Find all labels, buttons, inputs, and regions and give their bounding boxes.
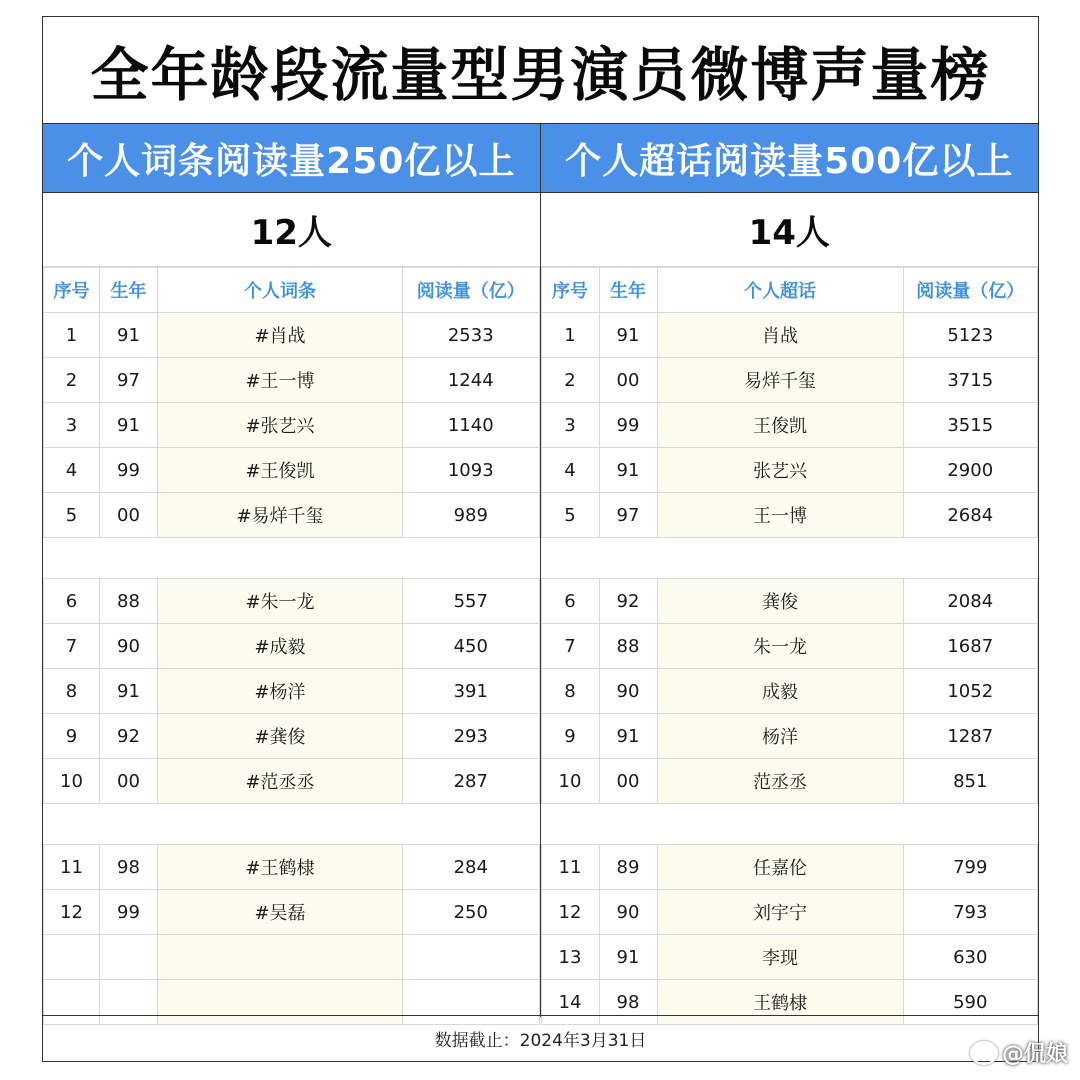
birth-year-cell: 92: [599, 579, 657, 624]
table-row: [541, 624, 1038, 669]
birth-year-cell: 89: [599, 845, 657, 890]
left-table-header: [44, 268, 540, 313]
right-table: [541, 267, 1039, 1025]
birth-year-cell: 90: [100, 624, 158, 669]
right-count: 14人: [541, 193, 1039, 267]
reads-cell: 1244: [403, 358, 540, 403]
name-cell: 成毅: [657, 669, 903, 714]
name-cell: #龚俊: [158, 714, 403, 759]
columns: [43, 123, 1038, 1017]
birth-year-cell: 99: [100, 890, 158, 935]
reads-cell: [403, 935, 540, 980]
col-header-reads: 阅读量（亿）: [903, 268, 1038, 313]
table-row: [44, 845, 540, 890]
rank-cell: 6: [541, 579, 599, 624]
right-banner: 个人超话阅读量500亿以上: [541, 123, 1039, 193]
birth-year-cell: 97: [100, 358, 158, 403]
rank-cell: 6: [44, 579, 100, 624]
table-row: [44, 579, 540, 624]
reads-cell: 989: [403, 493, 540, 538]
name-cell: 任嘉伦: [657, 845, 903, 890]
birth-year-cell: 88: [599, 624, 657, 669]
table-row: [541, 358, 1038, 403]
rank-cell: 10: [541, 759, 599, 804]
birth-year-cell: 90: [599, 669, 657, 714]
name-cell: #杨洋: [158, 669, 403, 714]
group-separator: [44, 804, 540, 845]
reads-cell: 450: [403, 624, 540, 669]
name-cell: 李现: [657, 935, 903, 980]
table-row: [44, 714, 540, 759]
rank-cell: 11: [44, 845, 100, 890]
name-cell: #王一博: [158, 358, 403, 403]
rank-cell: 7: [44, 624, 100, 669]
name-cell: #范丞丞: [158, 759, 403, 804]
reads-cell: 793: [903, 890, 1038, 935]
rank-cell: 10: [44, 759, 100, 804]
col-header-topic: 个人词条: [158, 268, 403, 313]
rank-cell: 12: [541, 890, 599, 935]
table-row: [44, 759, 540, 804]
table-row: [541, 890, 1038, 935]
data-cutoff-note: 数据截止：2024年3月31日: [43, 1015, 1038, 1061]
reads-cell: 590: [903, 980, 1038, 1025]
reads-cell: 2900: [903, 448, 1038, 493]
name-cell: #朱一龙: [158, 579, 403, 624]
birth-year-cell: 99: [599, 403, 657, 448]
birth-year-cell: 91: [599, 448, 657, 493]
leaderboard-frame: [42, 16, 1039, 1062]
rank-cell: 3: [541, 403, 599, 448]
birth-year-cell: 91: [100, 313, 158, 358]
group-separator: [44, 538, 540, 579]
name-cell: 肖战: [657, 313, 903, 358]
table-row: [541, 669, 1038, 714]
name-cell: 王一博: [657, 493, 903, 538]
rank-cell: 14: [541, 980, 599, 1025]
table-row: [541, 403, 1038, 448]
birth-year-cell: [100, 935, 158, 980]
birth-year-cell: 92: [100, 714, 158, 759]
left-count: 12人: [43, 193, 540, 267]
right-column: [541, 123, 1039, 1017]
table-row: [541, 759, 1038, 804]
reads-cell: 2533: [403, 313, 540, 358]
reads-cell: 1093: [403, 448, 540, 493]
table-row: [541, 493, 1038, 538]
table-row: [44, 313, 540, 358]
name-cell: #张艺兴: [158, 403, 403, 448]
table-row: [541, 935, 1038, 980]
col-header-birth-year: 生年: [100, 268, 158, 313]
rank-cell: 4: [541, 448, 599, 493]
rank-cell: 5: [44, 493, 100, 538]
reads-cell: 287: [403, 759, 540, 804]
rank-cell: 8: [541, 669, 599, 714]
rank-cell: 2: [541, 358, 599, 403]
rank-cell: [44, 935, 100, 980]
weibo-logo-icon: [970, 1041, 998, 1065]
left-table-body: [44, 313, 540, 1025]
rank-cell: 4: [44, 448, 100, 493]
birth-year-cell: 00: [599, 358, 657, 403]
table-row: [44, 448, 540, 493]
birth-year-cell: 00: [100, 759, 158, 804]
rank-cell: 12: [44, 890, 100, 935]
reads-cell: 293: [403, 714, 540, 759]
reads-cell: 284: [403, 845, 540, 890]
table-row: [44, 624, 540, 669]
birth-year-cell: 88: [100, 579, 158, 624]
name-cell: 杨洋: [657, 714, 903, 759]
birth-year-cell: 98: [100, 845, 158, 890]
reads-cell: 1140: [403, 403, 540, 448]
birth-year-cell: 91: [599, 313, 657, 358]
col-header-birth-year: 生年: [599, 268, 657, 313]
left-banner: 个人词条阅读量250亿以上: [43, 123, 540, 193]
reads-cell: 1287: [903, 714, 1038, 759]
page-title: 全年龄段流量型男演员微博声量榜: [90, 41, 991, 109]
reads-cell: 3715: [903, 358, 1038, 403]
table-row: [541, 714, 1038, 759]
reads-cell: 3515: [903, 403, 1038, 448]
rank-cell: 7: [541, 624, 599, 669]
reads-cell: 250: [403, 890, 540, 935]
table-row: [541, 313, 1038, 358]
table-row: [44, 358, 540, 403]
name-cell: 朱一龙: [657, 624, 903, 669]
birth-year-cell: 00: [599, 759, 657, 804]
rank-cell: 9: [541, 714, 599, 759]
name-cell: #王鹤棣: [158, 845, 403, 890]
name-cell: 刘宇宁: [657, 890, 903, 935]
rank-cell: 1: [541, 313, 599, 358]
rank-cell: 3: [44, 403, 100, 448]
name-cell: [158, 935, 403, 980]
watermark: [970, 1037, 1068, 1068]
reads-cell: 799: [903, 845, 1038, 890]
table-row: [541, 579, 1038, 624]
reads-cell: 2084: [903, 579, 1038, 624]
name-cell: #肖战: [158, 313, 403, 358]
rank-cell: 2: [44, 358, 100, 403]
birth-year-cell: 91: [100, 403, 158, 448]
birth-year-cell: 91: [599, 714, 657, 759]
group-separator: [541, 538, 1038, 579]
birth-year-cell: 90: [599, 890, 657, 935]
reads-cell: 1687: [903, 624, 1038, 669]
name-cell: #王俊凯: [158, 448, 403, 493]
col-header-reads: 阅读量（亿）: [403, 268, 540, 313]
rank-cell: 9: [44, 714, 100, 759]
rank-cell: 5: [541, 493, 599, 538]
group-separator: [541, 804, 1038, 845]
right-table-body: [541, 313, 1038, 1025]
table-row: [44, 403, 540, 448]
birth-year-cell: 99: [100, 448, 158, 493]
name-cell: 龚俊: [657, 579, 903, 624]
reads-cell: 851: [903, 759, 1038, 804]
rank-cell: 11: [541, 845, 599, 890]
col-header-rank: 序号: [44, 268, 100, 313]
table-row: [44, 493, 540, 538]
table-row: [44, 890, 540, 935]
right-table-header: [541, 268, 1038, 313]
table-row: [541, 845, 1038, 890]
birth-year-cell: 91: [100, 669, 158, 714]
col-header-rank: 序号: [541, 268, 599, 313]
name-cell: 王鹤棣: [657, 980, 903, 1025]
name-cell: 张艺兴: [657, 448, 903, 493]
rank-cell: 1: [44, 313, 100, 358]
reads-cell: 557: [403, 579, 540, 624]
reads-cell: 5123: [903, 313, 1038, 358]
name-cell: #吴磊: [158, 890, 403, 935]
reads-cell: 1052: [903, 669, 1038, 714]
table-row: [44, 669, 540, 714]
name-cell: #成毅: [158, 624, 403, 669]
empty-row: [44, 935, 540, 980]
rank-cell: 8: [44, 669, 100, 714]
reads-cell: 630: [903, 935, 1038, 980]
name-cell: 范丞丞: [657, 759, 903, 804]
name-cell: 王俊凯: [657, 403, 903, 448]
rank-cell: 13: [541, 935, 599, 980]
left-column: [43, 123, 541, 1017]
name-cell: #易烊千玺: [158, 493, 403, 538]
birth-year-cell: 91: [599, 935, 657, 980]
reads-cell: 2684: [903, 493, 1038, 538]
birth-year-cell: 00: [100, 493, 158, 538]
name-cell: 易烊千玺: [657, 358, 903, 403]
left-table: [43, 267, 540, 1025]
reads-cell: 391: [403, 669, 540, 714]
watermark-text: @侃娘: [1001, 1042, 1068, 1067]
col-header-supertopic: 个人超话: [657, 268, 903, 313]
birth-year-cell: 97: [599, 493, 657, 538]
birth-year-cell: 98: [599, 980, 657, 1025]
table-row: [541, 448, 1038, 493]
